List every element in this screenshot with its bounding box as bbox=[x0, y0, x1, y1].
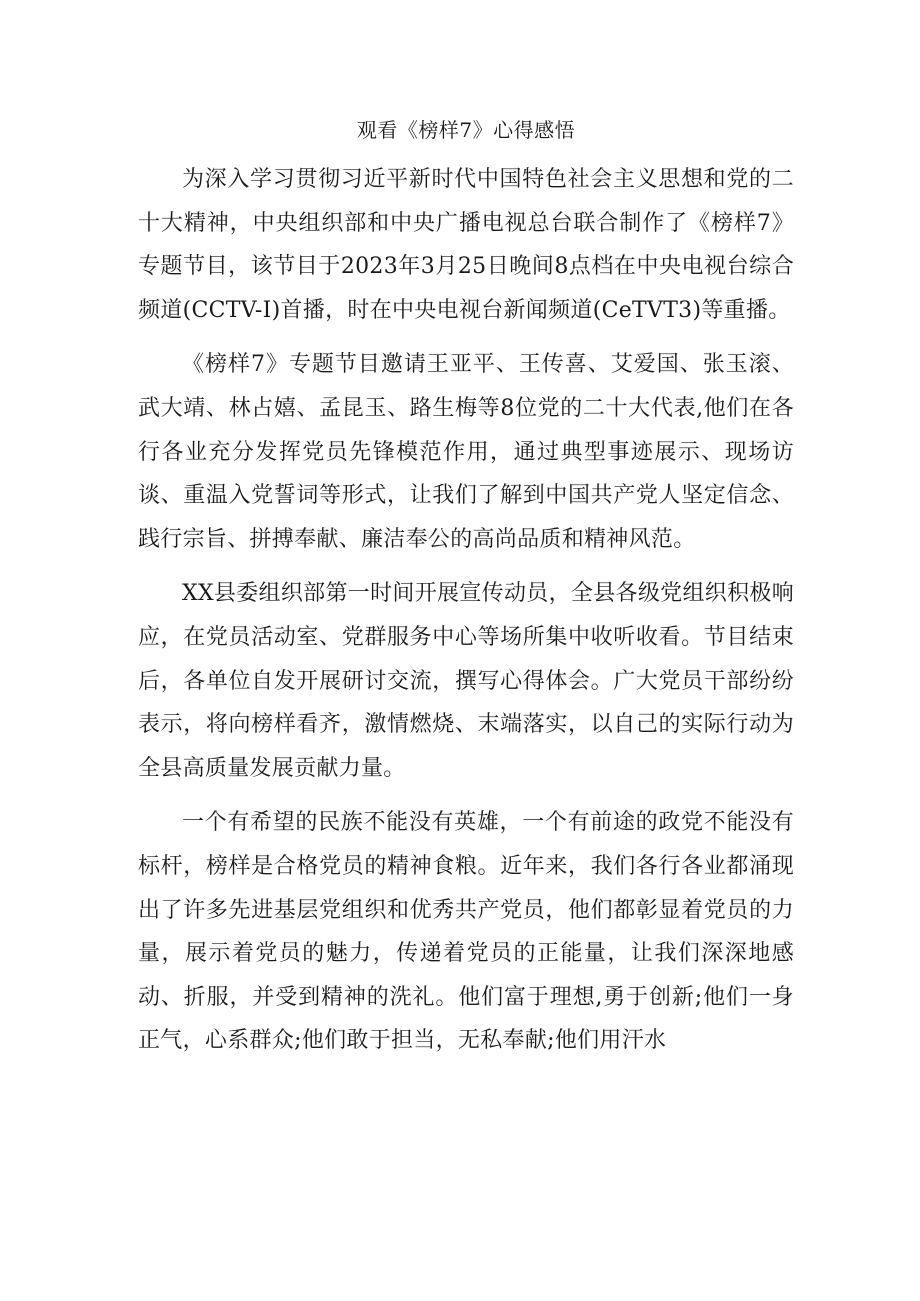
document-page bbox=[138, 114, 794, 1074]
document-title: 观看《榜样7》心得感悟 bbox=[356, 118, 576, 142]
paragraph-1: 为深入学习贯彻习近平新时代中国特色社会主义思想和党的二十大精神，中央组织部和中央广播电视总台联合制作了《榜样7》专题节目，该节目于2023年3月25日晚间8点档在中央电视台综合频道(CCTV-I)首播，时在中央电视台新闻频道(CeTVT3)等重播。 bbox=[138, 167, 794, 323]
paragraph-4: 一个有希望的民族不能没有英雄，一个有前途的政党不能没有标杆，榜样是合格党员的精神食粮。近年来，我们各行各业都涌现出了许多先进基层党组织和优秀共产党员，他们都彰显着党员的力量，展示着党员的魅力，传递着党员的正能量，让我们深深地感动、折服，并受到精神的洗礼。他们富于理想,勇于创新;他们一身正气，心系群众;他们敢于担当，无私奉献;他们用汗水 bbox=[138, 810, 794, 1054]
paragraph-3: XX县委组织部第一时间开展宣传动员，全县各级党组织积极响应，在党员活动室、党群服务中心等场所集中收听收看。节目结束后，各单位自发开展研讨交流，撰写心得体会。广大党员干部纷纷表示，将向榜样看齐，激情燃烧、末端落实，以自己的实际行动为全县高质量发展贡献力量。 bbox=[138, 581, 794, 781]
paragraph-2: 《榜样7》专题节目邀请王亚平、王传喜、艾爱国、张玉滚、武大靖、林占嬉、孟昆玉、路生梅等8位党的二十大代表,他们在各行各业充分发挥党员先锋模范作用，通过典型事迹展示、现场访谈、重温入党誓词等形式，让我们了解到中国共产党人坚定信念、践行宗旨、拼搏奉献、廉洁奉公的高尚品质和精神风范。 bbox=[138, 352, 794, 552]
